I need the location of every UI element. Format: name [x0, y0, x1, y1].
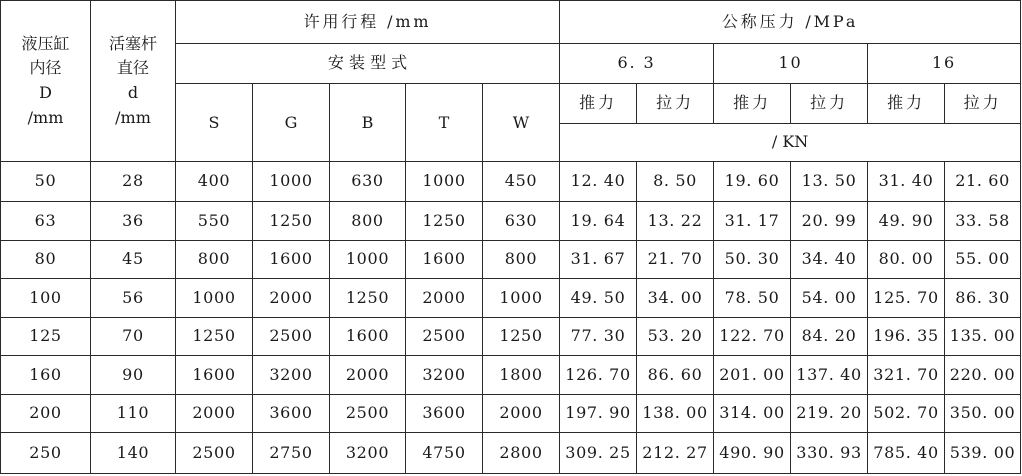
pull-16-cell: 539. 00: [945, 433, 1021, 474]
bore-diameter-cell: 200: [1, 394, 91, 433]
push-10-cell: 50. 30: [714, 240, 791, 279]
bore-diameter-header: 液压缸 内径 D /mm: [1, 1, 91, 162]
table-row: [1, 162, 1021, 202]
rod-diameter-cell: 110: [91, 394, 176, 433]
pull-6-3-cell: 34. 00: [637, 279, 714, 318]
pull-force-header: 拉力: [791, 84, 868, 124]
stroke-s-cell: 550: [176, 201, 253, 240]
stroke-g-cell: 1600: [253, 240, 330, 279]
stroke-s-cell: 2000: [176, 394, 253, 433]
stroke-b-cell: 2000: [330, 356, 406, 395]
stroke-t-cell: 2500: [406, 317, 483, 356]
table-row: [1, 279, 1021, 318]
rod-diameter-cell: 140: [91, 433, 176, 474]
pull-16-cell: 350. 00: [945, 394, 1021, 433]
stroke-t-cell: 3200: [406, 356, 483, 395]
push-10-cell: 78. 50: [714, 279, 791, 318]
bore-diameter-cell: 100: [1, 279, 91, 318]
push-10-cell: 201. 00: [714, 356, 791, 395]
stroke-w-cell: 800: [483, 240, 560, 279]
pull-10-cell: 330. 93: [791, 433, 868, 474]
pull-10-cell: 13. 50: [791, 162, 868, 202]
push-force-header: 推力: [714, 84, 791, 124]
stroke-w-cell: 1800: [483, 356, 560, 395]
mount-b-header: B: [330, 84, 406, 162]
pull-16-cell: 135. 00: [945, 317, 1021, 356]
rod-diameter-cell: 28: [91, 162, 176, 202]
push-16-cell: 49. 90: [868, 201, 945, 240]
table-row: [1, 240, 1021, 279]
stroke-g-cell: 2000: [253, 279, 330, 318]
push-6-3-cell: 197. 90: [560, 394, 637, 433]
bore-diameter-cell: 250: [1, 433, 91, 474]
table-row: [1, 317, 1021, 356]
table-body: [1, 1, 1021, 162]
stroke-s-cell: 2500: [176, 433, 253, 474]
push-force-header: 推力: [868, 84, 945, 124]
stroke-g-cell: 1000: [253, 162, 330, 202]
stroke-g-cell: 2750: [253, 433, 330, 474]
bore-diameter-cell: 160: [1, 356, 91, 395]
bore-diameter-cell: 125: [1, 317, 91, 356]
pull-6-3-cell: 8. 50: [637, 162, 714, 202]
stroke-g-cell: 1250: [253, 201, 330, 240]
stroke-b-cell: 3200: [330, 433, 406, 474]
stroke-g-cell: 2500: [253, 317, 330, 356]
rod-diameter-cell: 45: [91, 240, 176, 279]
rod-diameter-cell: 56: [91, 279, 176, 318]
pressure-10-header: 10: [714, 43, 868, 84]
push-6-3-cell: 77. 30: [560, 317, 637, 356]
bore-diameter-cell: 80: [1, 240, 91, 279]
pull-6-3-cell: 21. 70: [637, 240, 714, 279]
nominal-pressure-header: 公称压力 /MPa: [560, 1, 1021, 44]
stroke-s-cell: 1600: [176, 356, 253, 395]
pull-6-3-cell: 13. 22: [637, 201, 714, 240]
stroke-g-cell: 3600: [253, 394, 330, 433]
stroke-t-cell: 1250: [406, 201, 483, 240]
push-16-cell: 321. 70: [868, 356, 945, 395]
push-16-cell: 196. 35: [868, 317, 945, 356]
mount-g-header: G: [253, 84, 330, 162]
stroke-b-cell: 1000: [330, 240, 406, 279]
table-row: [1, 201, 1021, 240]
stroke-t-cell: 4750: [406, 433, 483, 474]
pull-10-cell: 84. 20: [791, 317, 868, 356]
header-row-1: [1, 1, 1021, 44]
rod-diameter-cell: 90: [91, 356, 176, 395]
push-10-cell: 19. 60: [714, 162, 791, 202]
data-rows: [1, 162, 1021, 474]
pressure-16-header: 16: [868, 43, 1021, 84]
push-10-cell: 490. 90: [714, 433, 791, 474]
bore-diameter-cell: 50: [1, 162, 91, 202]
pull-10-cell: 137. 40: [791, 356, 868, 395]
pull-10-cell: 20. 99: [791, 201, 868, 240]
stroke-s-cell: 400: [176, 162, 253, 202]
stroke-w-cell: 2800: [483, 433, 560, 474]
stroke-b-cell: 1250: [330, 279, 406, 318]
stroke-t-cell: 1000: [406, 162, 483, 202]
pull-16-cell: 33. 58: [945, 201, 1021, 240]
table-row: [1, 433, 1021, 474]
stroke-w-cell: 450: [483, 162, 560, 202]
stroke-t-cell: 2000: [406, 279, 483, 318]
table-row: [1, 394, 1021, 433]
mount-s-header: S: [176, 84, 253, 162]
push-6-3-cell: 309. 25: [560, 433, 637, 474]
pull-force-header: 拉力: [637, 84, 714, 124]
pull-10-cell: 54. 00: [791, 279, 868, 318]
push-10-cell: 31. 17: [714, 201, 791, 240]
rod-diameter-cell: 70: [91, 317, 176, 356]
stroke-g-cell: 3200: [253, 356, 330, 395]
stroke-w-cell: 1250: [483, 317, 560, 356]
push-6-3-cell: 12. 40: [560, 162, 637, 202]
stroke-t-cell: 3600: [406, 394, 483, 433]
pull-6-3-cell: 86. 60: [637, 356, 714, 395]
pull-16-cell: 21. 60: [945, 162, 1021, 202]
stroke-b-cell: 800: [330, 201, 406, 240]
pull-6-3-cell: 138. 00: [637, 394, 714, 433]
bore-diameter-cell: 63: [1, 201, 91, 240]
stroke-b-cell: 2500: [330, 394, 406, 433]
stroke-w-cell: 630: [483, 201, 560, 240]
pull-force-header: 拉力: [945, 84, 1021, 124]
stroke-b-cell: 630: [330, 162, 406, 202]
stroke-w-cell: 2000: [483, 394, 560, 433]
allowable-stroke-header: 许用行程 /mm: [176, 1, 560, 44]
push-16-cell: 80. 00: [868, 240, 945, 279]
pull-16-cell: 86. 30: [945, 279, 1021, 318]
push-16-cell: 125. 70: [868, 279, 945, 318]
push-16-cell: 31. 40: [868, 162, 945, 202]
table-row: [1, 356, 1021, 395]
push-16-cell: 502. 70: [868, 394, 945, 433]
push-force-header: 推力: [560, 84, 637, 124]
push-6-3-cell: 49. 50: [560, 279, 637, 318]
stroke-s-cell: 1000: [176, 279, 253, 318]
pull-16-cell: 55. 00: [945, 240, 1021, 279]
pull-6-3-cell: 212. 27: [637, 433, 714, 474]
stroke-s-cell: 1250: [176, 317, 253, 356]
push-6-3-cell: 126. 70: [560, 356, 637, 395]
pull-10-cell: 219. 20: [791, 394, 868, 433]
force-unit-header: / KN: [560, 123, 1021, 162]
stroke-s-cell: 800: [176, 240, 253, 279]
push-10-cell: 122. 70: [714, 317, 791, 356]
rod-diameter-header: 活塞杆 直径 d /mm: [91, 1, 176, 162]
rod-diameter-cell: 36: [91, 201, 176, 240]
mount-type-header: 安 装 型 式: [176, 43, 560, 84]
pressure-6-3-header: 6. 3: [560, 43, 714, 84]
mount-w-header: W: [483, 84, 560, 162]
stroke-w-cell: 1000: [483, 279, 560, 318]
pull-16-cell: 220. 00: [945, 356, 1021, 395]
stroke-b-cell: 1600: [330, 317, 406, 356]
pull-10-cell: 34. 40: [791, 240, 868, 279]
pull-6-3-cell: 53. 20: [637, 317, 714, 356]
push-10-cell: 314. 00: [714, 394, 791, 433]
push-6-3-cell: 31. 67: [560, 240, 637, 279]
mount-t-header: T: [406, 84, 483, 162]
push-16-cell: 785. 40: [868, 433, 945, 474]
stroke-t-cell: 1600: [406, 240, 483, 279]
push-6-3-cell: 19. 64: [560, 201, 637, 240]
